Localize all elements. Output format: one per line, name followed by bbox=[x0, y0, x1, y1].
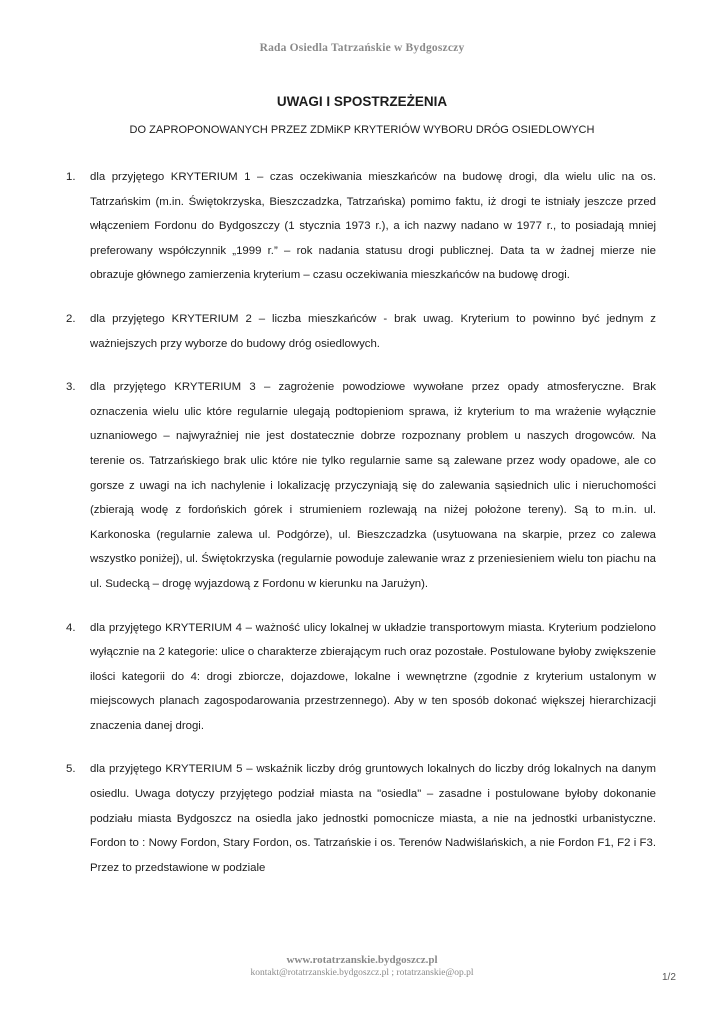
page-number: 1/2 bbox=[662, 972, 676, 983]
remark-text: dla przyjętego KRYTERIUM 1 – czas oczekiwania mieszkańców na budowę drogi, dla wielu ulic na os. Tatrzańskim (m.in. Świętokrzyska, Bieszczadzka, Tatrzańska) pomimo faktu, iż drogi te istniały jeszcze przed włączeniem Fordonu do Bydgoszczy (1 stycznia 1973 r.), a ich nazwy nadano w 1977 r., to posiadają mniej preferowany współczynnik „1999 r.” – rok nadania statusu drogi publicznej. Data ta w żadnej mierze nie obrazuje głównego zamierzenia kryterium – czasu oczekiwania mieszkańców na budowę drogi. bbox=[90, 171, 656, 282]
document-title: UWAGI I SPOSTRZEŻENIA bbox=[276, 94, 448, 109]
page-header-organization: Rada Osiedla Tatrzańskie w Bydgoszczy bbox=[259, 42, 465, 54]
footer-website-link[interactable]: www.rotatrzanskie.bydgoszcz.pl bbox=[286, 954, 438, 966]
remark-number: 5. bbox=[66, 763, 76, 776]
remark-text: dla przyjętego KRYTERIUM 3 – zagrożenie powodziowe wywołane przez opady atmosferyczne. Brak oznaczenia wielu ulic które regularnie ulegają podtopieniom sprawa, iż kryterium to ma wrażenie wyłącznie uznaniowego – najwyraźniej nie jest dostatecznie dobrze rozpoznany problem u naszych drogowców. Na terenie os. Tatrzańskiego brak ulic które nie tylko regularnie same są zalewane przez wody opadowe, ale co gorsze z uwagi na ich nachylenie i lokalizację przyczyniają się do zalewania sąsiednich ulic i nieruchomości (zbierają wodę z fordońskich górek i strumieniem rozlewają na niżej położone tereny). Są to m.in. ul. Karkonoska (regularnie zalewa ul. Podgórze), ul. Bieszczadzka (usytuowana na skarpie, przez co zalewa wszystko poniżej), ul. Świętokrzyska (regularnie powoduje zalewanie wraz z przeniesieniem wielu ton piachu na ul. Sudecką – drogę wyjazdową z Fordonu w kierunku na Jarużyn). bbox=[90, 381, 656, 590]
remark-item bbox=[66, 757, 656, 880]
remark-item bbox=[66, 375, 656, 596]
remark-text: dla przyjętego KRYTERIUM 5 – wskaźnik liczby dróg gruntowych lokalnych do liczby dróg lokalnych na danym osiedlu. Uwaga dotyczy przyjętego podział miasta na "osiedla" – zasadne i postulowane byłoby dokonanie podziału miasta Bydgoszcz na osiedla jako jednostki pomocnicze miasta, a nie na jednostki urbanistyczne. Fordon to : Nowy Fordon, Stary Fordon, os. Tatrzańskie i os. Terenów Nadwiślańskich, a nie Fordon F1, F2 i F3. Przez to przedstawione w podziale bbox=[90, 763, 656, 874]
remark-text: dla przyjętego KRYTERIUM 2 – liczba mieszkańców - brak uwag. Kryterium to powinno być jednym z ważniejszych przy wyborze do budowy dróg osiedlowych. bbox=[90, 312, 656, 350]
document-subtitle: DO ZAPROPONOWANYCH PRZEZ ZDMiKP KRYTERIÓW WYBORU DRÓG OSIEDLOWYCH bbox=[129, 124, 595, 136]
remarks-list bbox=[66, 165, 656, 899]
remark-number: 1. bbox=[66, 171, 76, 183]
remark-number: 2. bbox=[66, 312, 76, 325]
remark-item bbox=[66, 165, 656, 288]
remark-item bbox=[66, 307, 656, 356]
remark-text: dla przyjętego KRYTERIUM 4 – ważność ulicy lokalnej w układzie transportowym miasta. Kryterium podzielono wyłącznie na 2 kategorie: ulice o charakterze zbierającym ruch oraz pozostałe. Postulowane byłoby zwiększenie ilości kategorii do 4: drogi zbiorcze, dojazdowe, lokalne i wewnętrzne (zgodnie z kryterium ustalonym w miejscowych planach zagospodarowania przestrzennego). Aby w ten sposób dokonać większej hierarchizacji znaczenia danej drogi. bbox=[90, 621, 656, 732]
footer-contact-emails[interactable]: kontakt@rotatrzanskie.bydgoszcz.pl ; rotatrzanskie@op.pl bbox=[250, 968, 474, 978]
remark-number: 3. bbox=[66, 381, 76, 394]
remark-item bbox=[66, 616, 656, 739]
remark-number: 4. bbox=[66, 621, 76, 634]
